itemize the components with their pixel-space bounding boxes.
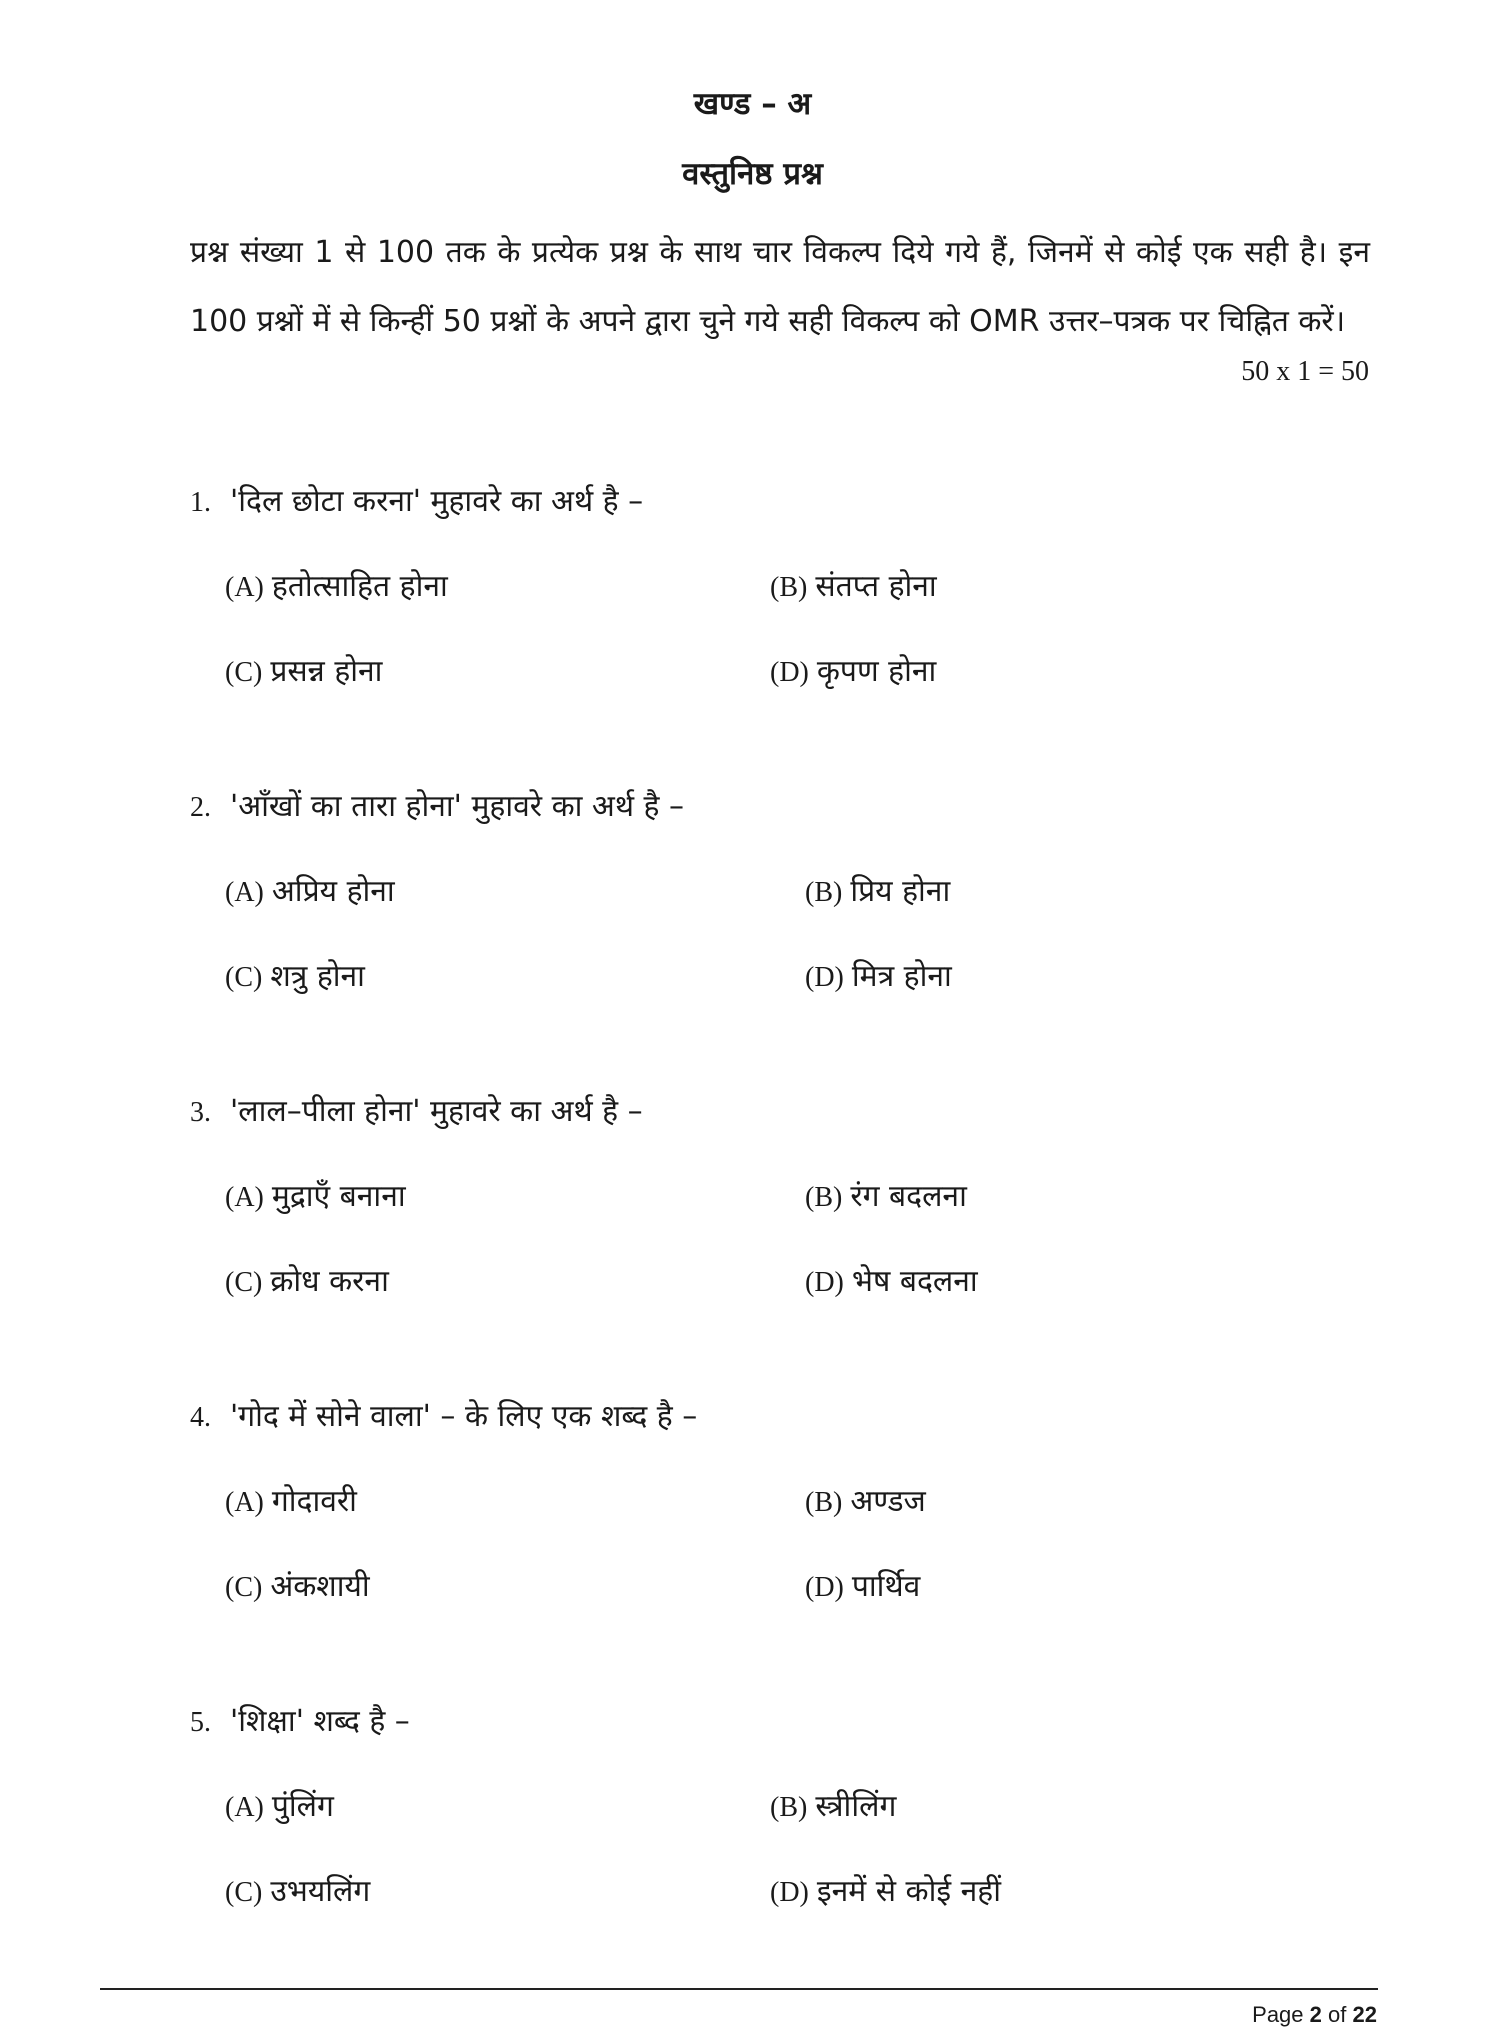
option-b	[770, 1782, 896, 1833]
question-number: 2.	[190, 792, 211, 823]
section-heading: खण्ड – अ	[693, 86, 812, 122]
option-key: (B)	[805, 1182, 843, 1213]
option-c	[225, 647, 382, 698]
section-subtitle: वस्तुनिष्ठ प्रश्न	[682, 156, 823, 192]
options-row	[190, 1477, 1370, 1562]
option-a	[225, 562, 448, 613]
option-key: (C)	[225, 962, 263, 993]
option-key: (B)	[770, 572, 808, 603]
option-text: रंग बदलना	[850, 1179, 967, 1214]
option-text: अंकशायी	[270, 1569, 370, 1604]
option-key: (B)	[805, 1487, 843, 1518]
options-row	[190, 1867, 1370, 1952]
option-text: अण्डज	[850, 1484, 926, 1519]
option-key: (A)	[225, 877, 264, 908]
option-key: (D)	[805, 962, 844, 993]
option-c	[225, 1867, 370, 1918]
question-text: 'आँखों का तारा होना' मुहावरे का अर्थ है –	[230, 789, 685, 824]
option-text: इनमें से कोई नहीं	[816, 1874, 1001, 1909]
options-row	[190, 1172, 1370, 1257]
question-3	[190, 1087, 1370, 1342]
option-b	[805, 867, 950, 918]
question-1	[190, 477, 1370, 732]
option-key: (A)	[225, 1487, 264, 1518]
option-c	[225, 1562, 370, 1613]
page-total: 22	[1352, 2002, 1377, 2027]
question-stem	[190, 782, 1370, 832]
option-text: पुंलिंग	[271, 1789, 334, 1824]
question-number: 5.	[190, 1707, 211, 1738]
option-a	[225, 867, 395, 918]
marks-scheme: 50 x 1 = 50	[1241, 356, 1369, 387]
option-text: संतप्त होना	[815, 569, 937, 604]
question-number: 3.	[190, 1097, 211, 1128]
option-d	[770, 647, 936, 698]
option-key: (C)	[225, 657, 263, 688]
option-key: (A)	[225, 572, 264, 603]
option-key: (D)	[805, 1572, 844, 1603]
option-c	[225, 952, 365, 1003]
options-row	[190, 1782, 1370, 1867]
option-text: उभयलिंग	[270, 1874, 371, 1909]
option-text: गोदावरी	[271, 1484, 357, 1519]
option-text: शत्रु होना	[270, 959, 365, 994]
question-4	[190, 1392, 1370, 1647]
question-number: 1.	[190, 487, 211, 518]
option-text: भेष बदलना	[851, 1264, 978, 1299]
options-row	[190, 867, 1370, 952]
option-text: मुद्राएँ बनाना	[271, 1179, 406, 1214]
option-a	[225, 1477, 357, 1528]
question-text: 'लाल–पीला होना' मुहावरे का अर्थ है –	[230, 1094, 643, 1129]
option-key: (D)	[770, 1877, 809, 1908]
options-row	[190, 1562, 1370, 1647]
question-2	[190, 782, 1370, 1037]
option-key: (C)	[225, 1572, 263, 1603]
options-row	[190, 1257, 1370, 1342]
option-key: (A)	[225, 1792, 264, 1823]
option-key: (D)	[805, 1267, 844, 1298]
option-d	[770, 1867, 1001, 1918]
option-key: (A)	[225, 1182, 264, 1213]
options-row	[190, 562, 1370, 647]
option-key: (C)	[225, 1877, 263, 1908]
option-b	[805, 1172, 967, 1223]
option-b	[770, 562, 937, 613]
option-text: क्रोध करना	[270, 1264, 389, 1299]
option-text: कृपण होना	[816, 654, 937, 689]
footer-divider	[100, 1988, 1378, 1990]
option-a	[225, 1172, 406, 1223]
option-text: अप्रिय होना	[271, 874, 395, 909]
question-text: 'गोद में सोने वाला' – के लिए एक शब्द है –	[230, 1399, 698, 1434]
option-a	[225, 1782, 334, 1833]
option-d	[805, 1562, 920, 1613]
options-row	[190, 647, 1370, 732]
option-text: मित्र होना	[851, 959, 952, 994]
question-stem	[190, 477, 1370, 527]
option-key: (B)	[805, 877, 843, 908]
option-b	[805, 1477, 926, 1528]
question-stem	[190, 1087, 1370, 1137]
option-key: (D)	[770, 657, 809, 688]
page-of: of	[1328, 2002, 1347, 2027]
option-c	[225, 1257, 389, 1308]
option-d	[805, 1257, 978, 1308]
option-text: प्रिय होना	[850, 874, 951, 909]
option-text: प्रसन्न होना	[270, 654, 383, 689]
options-row	[190, 952, 1370, 1037]
option-text: पार्थिव	[851, 1569, 921, 1604]
question-number: 4.	[190, 1402, 211, 1433]
question-stem	[190, 1392, 1370, 1442]
instructions-text: प्रश्न संख्या 1 से 100 तक के प्रत्येक प्रश्न के साथ चार विकल्प दिये गये हैं, जिनमें से कोई एक सही है। इन 100 प्रश्नों में से किन्हीं 50 प्रश्नों के अपने द्वारा चुने गये सही विकल्प को OMR उत्तर–पत्रक पर चिह्नित करें।	[190, 235, 1370, 339]
option-text: हतोत्साहित होना	[271, 569, 448, 604]
option-key: (B)	[770, 1792, 808, 1823]
question-5	[190, 1697, 1370, 1952]
page-label: Page	[1252, 2002, 1304, 2027]
question-text: 'दिल छोटा करना' मुहावरे का अर्थ है –	[230, 484, 644, 519]
option-key: (C)	[225, 1267, 263, 1298]
question-text: 'शिक्षा' शब्द है –	[230, 1704, 410, 1739]
question-stem	[190, 1697, 1370, 1747]
option-d	[805, 952, 952, 1003]
page-current: 2	[1309, 2002, 1322, 2027]
option-text: स्त्रीलिंग	[815, 1789, 897, 1824]
page-number	[1252, 2002, 1377, 2028]
